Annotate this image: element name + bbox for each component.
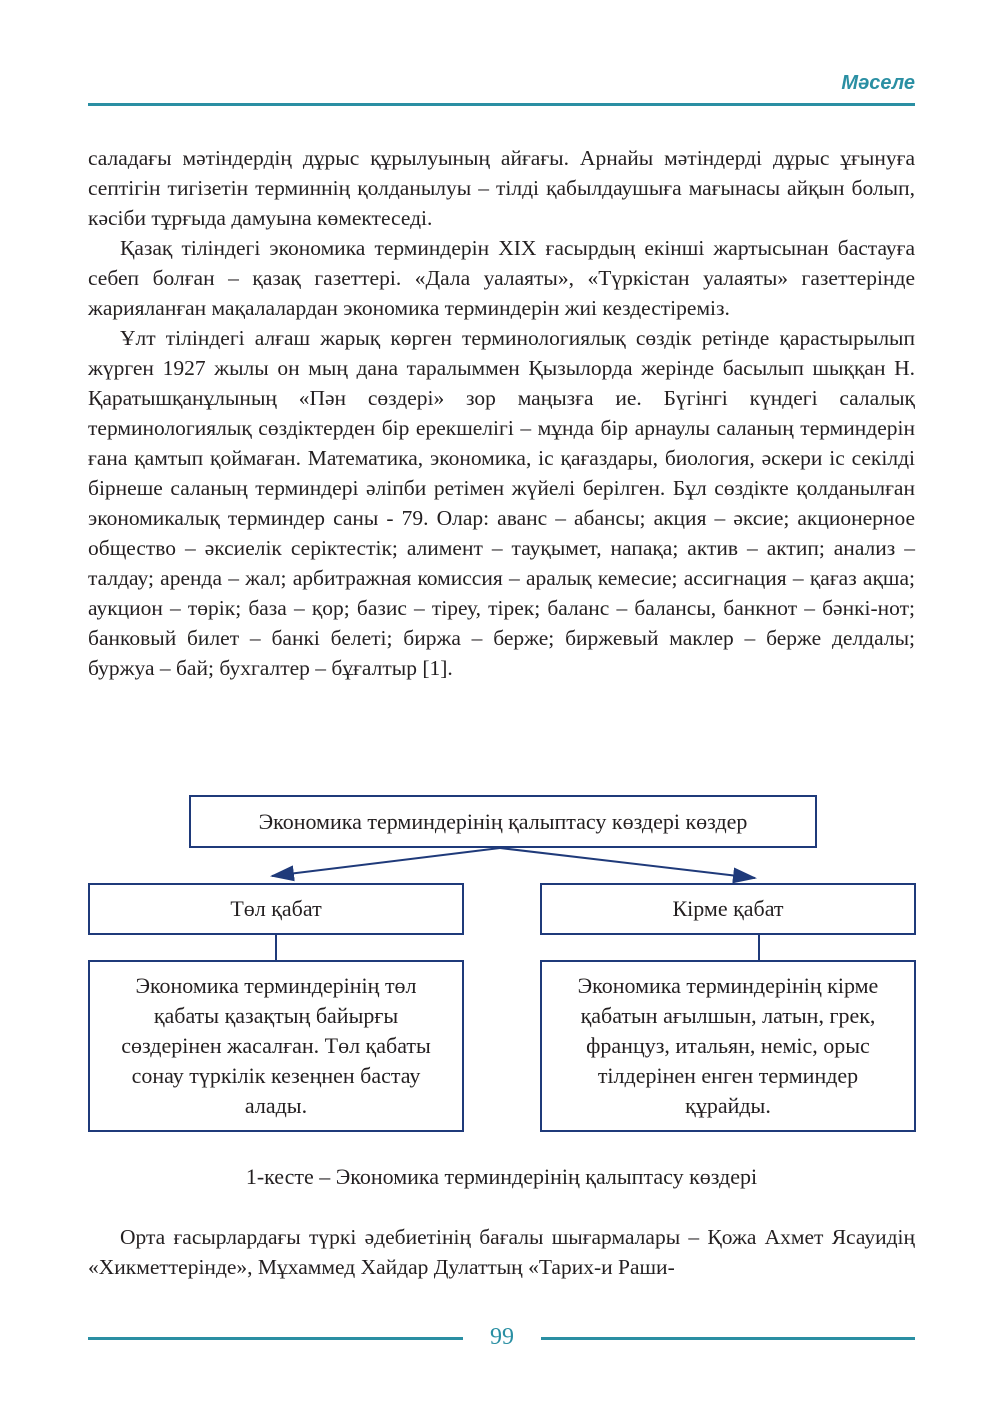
body-text-bottom	[88, 1222, 915, 1282]
footer-rule-left	[88, 1337, 463, 1340]
table-caption: 1-кесте – Экономика терминдерінің қалыптасу көздері	[245, 1164, 758, 1189]
borrowed-layer-description-box	[540, 960, 916, 1132]
native-layer-box	[88, 883, 464, 935]
header-rule	[88, 103, 915, 106]
paragraph-1: саладағы мәтіндердің дұрыс құрылуының айғағы. Арнайы мәтіндерді дұрыс ұғынуға септігін тигізетін терминнің қолданылуы – тілді қабылдаушыға мағынасы айқын болып, кәсіби тұрғыда дамуына көмектеседі.	[88, 146, 915, 230]
borrowed-layer-label: Кірме қабат	[672, 896, 784, 921]
paragraph-2: Қазақ тіліндегі экономика терминдерін XIX ғасырдың екінші жартысынан бастауға себеп болған – қазақ газеттері. «Дала уалаяты», «Түркістан уалаяты» газеттерінде жарияланған мақалалардан экономика терминдерін жиі кездестіреміз.	[88, 236, 915, 320]
paragraph-3: Ұлт тіліндегі алғаш жарық көрген терминологиялық сөздік ретінде қарастырылып жүрген 1927 жылы он мың дана таралыммен Қызылорда жерінде басылып шыққан Н. Қаратышқанұлының «Пән сөздері» зор маңызға ие. Бүгінгі күндегі салалық терминологиялық сөздіктерден бір ерекшелігі – мұнда бір арнаулы саланың терминдерін ғана қамтып қоймаған. Математика, экономика, іс қағаздары, биология, әскери іс секілді бірнеше саланың терминдері әліпби ретімен жүйелі берілген. Бұл сөздікте қолданылған экономикалық терминдер саны - 79. Олар: аванс – абансы; акция – әксие; акционерное общество – әксиелік серіктестік; алимент – тауқымет, напақа; актив – актип; анализ – талдау; аренда – жал; арбитражная комиссия – аралық кемесие; ассигнация – қағаз ақша; аукцион – төрік; база – қор; базис – тіреу, тірек; баланс – балансы, банкнот – бәнкі-нот; банковый билет – банкі белеті; биржа – берже; биржевый маклер – берже делдалы; буржуа – бай; бухгалтер – бұғалтыр [1].	[88, 326, 915, 680]
borrowed-layer-box	[540, 883, 916, 935]
paragraph-4: Орта ғасырлардағы түркі әдебиетінің бағалы шығармалары – Қожа Ахмет Ясауидің «Хикметтерінде», Мұхаммед Хайдар Дулаттың «Тарих-и Раши-	[88, 1225, 915, 1279]
sources-box-label: Экономика терминдерінің қалыптасу көздері көздер	[258, 808, 748, 834]
sources-box	[189, 795, 817, 848]
page-number: 99	[490, 1324, 514, 1350]
arrow-right	[500, 848, 755, 878]
footer-rule-right	[541, 1337, 915, 1340]
borrowed-layer-description: Экономика терминдерінің кірме қабатын ағылшын, латын, грек, француз, итальян, неміс, орыс тілдерінен енген терминдер құрайды.	[577, 973, 879, 1118]
native-layer-description-box	[88, 960, 464, 1132]
native-layer-label: Төл қабат	[230, 896, 322, 921]
arrow-left	[272, 848, 500, 876]
section-title: Мәселе	[841, 72, 915, 94]
native-layer-description: Экономика терминдерінің төл қабаты қазақтың байырғы сөздерінен жасалған. Төл қабаты сонау түркілік кезеңнен бастау алады.	[121, 973, 431, 1118]
body-text-top	[88, 143, 915, 683]
